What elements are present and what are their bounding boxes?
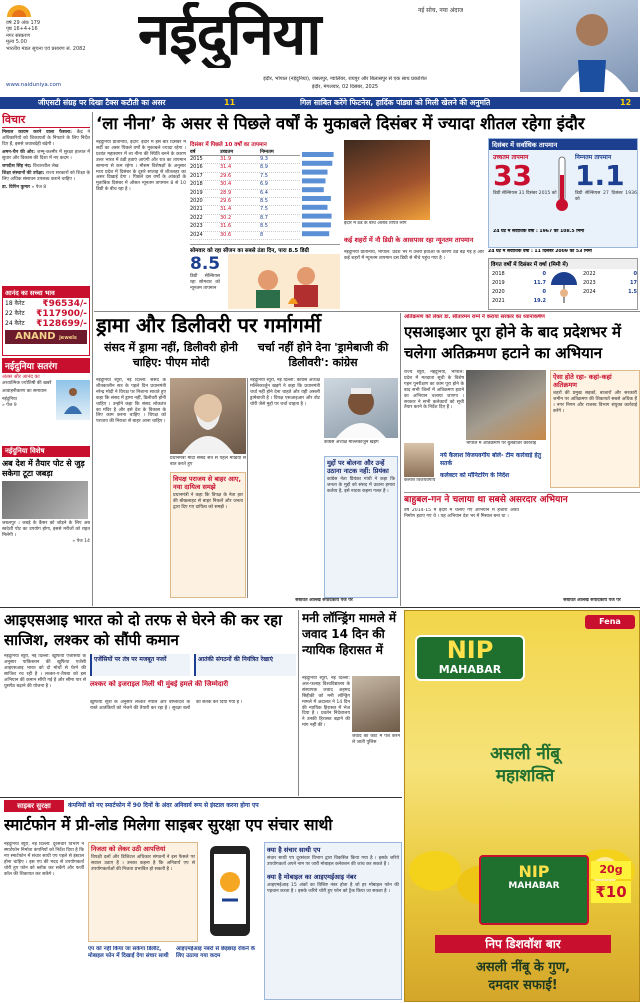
temp-low-cell: 7.5	[260, 206, 268, 213]
rain-row	[583, 279, 637, 288]
vichar-head-3: जगदीश सिंह नंद:	[2, 163, 32, 169]
rain-value: 11.7	[533, 280, 546, 286]
nip-product-pack	[479, 855, 589, 925]
nip-brand-line: MAHABAR	[438, 663, 502, 676]
isi-headline[interactable]: आइएसआइ भारत को दो तरफ से घेरने की कर रहा साजिश, लश्कर को सौंपी कमान	[4, 611, 282, 649]
isi-subhead[interactable]: लश्कर को इजराइल मिली थी मुंबई हमले की जिम्मेदारी	[90, 680, 229, 688]
high-value: 33	[493, 159, 532, 192]
rain-table	[492, 270, 546, 306]
sir-bullet-1: नये कैलाश विजयवर्गीय बोले- टीम कार्रवाई हेतु सतर्क	[440, 452, 541, 467]
rain-year: 2021	[492, 298, 505, 304]
temp-table-row	[190, 181, 300, 189]
rain-value: 1.5	[628, 289, 637, 295]
rain-title: विगत वर्षों में दिसंबर में वर्षा (मिमी में)	[489, 259, 637, 269]
temp-low-cell: 6.4	[260, 189, 268, 196]
cyber-tag: साइबर सुरक्षा	[4, 800, 64, 812]
temp-high-cell: 31.6	[220, 223, 232, 230]
privacy-box-text: विपक्षी दलों और डिजिटल अधिकार संगठनों ने इस फैसले पर सवाल उठाए हैं । उनका कहना है कि अनिवार्य एप से उपयोगकर्ताओं की निजता प्रभावित हो सकती है ।	[91, 855, 195, 872]
rain-value: 0	[542, 271, 546, 277]
cricketer-photo	[520, 0, 638, 92]
temp-low-cell: 8	[260, 231, 264, 238]
vichar-column	[2, 112, 90, 284]
temp-low-cell: 8.5	[260, 223, 268, 230]
drama-right-body: नईदुनिया ब्यूरो, नई दिल्ली: कांग्रेस अध्यक्ष मल्लिकार्जुन खड़गे ने कहा कि प्रधानमंत्री चर्चा नहीं होने देना चाहते और यही असली ड्रामेबाजी है । विपक्ष एसआइआर और वोट चोरी जैसे मुद्दों पर चर्चा चाहता है ।	[250, 378, 320, 407]
nip-logo	[415, 635, 525, 681]
sir-box	[550, 370, 640, 488]
drama-box-title[interactable]: विपक्ष पराजय से बाहर आए, नया दायित्व समझे	[173, 475, 241, 491]
isi-box-2-text: आतंकी संगठनों की नियंत्रित रेखाएं	[198, 656, 273, 663]
isi-subtext: खुफिया सूत्रों के अनुसार लश्कर नेपाल और बांग्लादेश के रास्ते आतंकियों को भेजने की तैयारी कर रहा है । सुरक्षा बलों को सतर्क कर दिया गया है ।	[90, 700, 243, 711]
temp-year-cell: 2016	[190, 164, 203, 171]
temp-high-cell: 29.6	[220, 172, 232, 179]
low-temp-bar	[302, 214, 332, 219]
rain-value: 0	[542, 289, 546, 295]
vichar-head-1: मिसाल कायम करने वाला फैसला:	[2, 130, 72, 135]
satrang-item-2: आवाहनीकरण का समाधान	[2, 388, 47, 394]
cartoon-illustration	[228, 254, 340, 309]
rain-value: 0	[633, 271, 637, 277]
top-strip-right[interactable]: गिल साबित करेंगे फिटनेस, हार्दिक पांड्या को मिली खेलने की अनुमति	[300, 98, 491, 107]
temp-year-cell: 2018	[190, 181, 203, 188]
editions: इंदौर, भोपाल (नईदुनिया), जबलपुर, ग्वालियर, रायपुर और बिलासपुर से एक साथ प्रकाशित	[263, 76, 427, 82]
record-title: दिसंबर में सर्वाधिक तापमान	[489, 139, 637, 150]
drama-box	[170, 472, 246, 598]
temp-high-cell: 31.4	[220, 206, 232, 213]
sanchar-saathi-phone	[200, 842, 260, 942]
sir-box-title[interactable]: ऐसा होते रहा- कहां-कहां अतिक्रमण	[553, 373, 612, 389]
temp-high-cell: 29.6	[220, 198, 232, 205]
rain-row	[492, 288, 546, 297]
cyber-bullet-1: एप को नहीं किया जा सकेगा डिलीट, मोबाइल फोन में दिखाई देगा संचार साथी	[88, 946, 169, 959]
drama-headline[interactable]: ड्रामा और डिलीवरी पर गर्मागर्मी	[96, 313, 321, 337]
temp-high-cell: 31.9	[220, 156, 232, 162]
vijayvargiya-caption: कैलाश विजयवर्गीय	[404, 478, 436, 483]
rain-box	[488, 258, 638, 310]
low-label: निम्नतम तापमान	[575, 154, 612, 161]
pack-weight: 20g	[591, 861, 631, 879]
satrang-sub: अंतस और आनंद का	[2, 374, 40, 380]
temp-table-row	[190, 223, 300, 231]
jaw-implant-photo	[2, 481, 88, 519]
temp-chart	[300, 150, 340, 242]
website[interactable]: www.naiduniya.com	[6, 82, 62, 88]
pack-price: ₹10	[591, 881, 631, 903]
kharge-caption: कांग्रेस अध्यक्ष मल्लिकार्जुन खड़गे	[324, 440, 379, 445]
drama-left-body: नईदुनिया ब्यूरो, नई दिल्ली: संसद के शीतकालीन सत्र के पहले दिन प्रधानमंत्री नरेन्द्र मोदी ने विपक्ष पर निशाना साधते हुए कहा कि संसद में ड्रामा नहीं, डिलीवरी होनी चाहिए । उन्होंने कहा कि संसद लोकतंत्र का मंदिर है और इसे देश के विकास के लिए काम करना चाहिए । विपक्ष को पराजय की निराशा से बाहर आना चाहिए ।	[96, 378, 166, 425]
temp-year-cell: 2024	[190, 231, 203, 238]
ad-tagline-2: महाशक्ति	[495, 766, 555, 786]
pack-brand: NIP	[518, 862, 550, 881]
sir-body: राज्य ब्यूरो, नईदुनिया, भोपाल: प्रदेश में मतदाता सूची के विशेष गहन पुनरीक्षण का काम पूरा होने के बाद सभी जिलों में अतिक्रमण हटाने का अभियान चलाया जाएगा । सरकार ने सभी कलेक्टरों को सूची तैयार करने के निर्देश दिए हैं ।	[404, 370, 464, 411]
temp-year-cell: 2023	[190, 223, 203, 230]
sir-photo-caption: भोपाल में अतिक्रमण पर बुलडोजर कार्रवाई	[466, 441, 537, 446]
jawad-headline[interactable]: मनी लॉन्ड्रिंग मामले में जवाद 14 दिन की न्यायिक हिरासत में	[302, 611, 397, 657]
temp-high-cell: 28.9	[220, 189, 232, 196]
temp-table-row	[190, 190, 300, 198]
cities-text: नईदुनिया प्रतिनिधि, भोपाल: प्रदेश भर में उत्तरी हवाओं के कारण ठंड बढ़ गई है और कई शहरों में न्यूनतम तापमान दस डिग्री से नीचे पहुंच गया है ।	[344, 250, 484, 261]
jawad-photo	[352, 676, 400, 732]
rain-value: 17	[630, 280, 637, 286]
rain-year: 2022	[583, 271, 596, 277]
priyanka-box	[324, 456, 398, 598]
low-temp-bar	[302, 178, 326, 183]
low-temp-bar	[302, 231, 329, 236]
sir-kicker: अतिक्रमण को लेकर डा. सीतारमन राम्ने ने कराया सरकार का ध्यानाकर्षण	[404, 314, 545, 320]
temp-table-rows	[190, 156, 300, 240]
temp-year-cell: 2015	[190, 156, 203, 162]
rain-row	[583, 288, 637, 297]
sanchar-info-box	[264, 842, 402, 1000]
low-value: 1.1	[575, 159, 625, 192]
ad-bottom-banner: निप डिशवॉश बार	[435, 935, 611, 953]
temp-low-cell: 7.5	[260, 172, 268, 179]
low-temp-bar	[302, 152, 334, 157]
cities-subhead[interactable]: कई शहरों में नौ डिग्री के आसपास रहा न्यूनतम तापमान	[344, 236, 474, 244]
top-strip	[0, 97, 640, 109]
drama-left-sub[interactable]: संसद में ड्रामा नहीं, डिलीवरी होनी चाहिए: पीएम मोदी	[104, 341, 238, 369]
temp-table-row	[190, 198, 300, 206]
temp-table-row	[190, 164, 300, 172]
ad-tagline: असली नींबू	[490, 744, 560, 764]
sir-headline[interactable]: एसआइआर पूरा होने के बाद प्रदेशभर में चलेगा अतिक्रमण हटाने का अभियान	[404, 323, 621, 362]
umbrella-icon	[549, 271, 579, 307]
main-body: नईदुनिया प्रतिनिधि, इंदौर: इंदौर में इस बार दिसंबर में सर्दी का असर पिछले वर्षों के मुकाबले ज्यादा रहेगा । प्रशांत महासागर में ला नीना की स्थिति बनने के कारण उत्तर भारत में ठंडी हवाएं आएंगी और रात का तापमान सामान्य से कम रहेगा । मौसम विशेषज्ञों के अनुसार मध्य प्रदेश में दिसंबर के दूसरे सप्ताह से शीतलहर का असर दिखाई देगा । पिछले दस वर्षों के आंकड़ों के मुताबिक दिसंबर में औसत न्यूनतम तापमान 8 से 10 डिग्री के बीच रहा है ।	[96, 140, 186, 193]
temp-table	[190, 140, 300, 240]
big-temp-value: 8.5	[190, 254, 220, 274]
temp-low-cell: 9.3	[260, 156, 268, 162]
gold-label-22: 22 कैरेट	[5, 310, 25, 317]
temp-year-cell: 2019	[190, 189, 203, 196]
vichar-text-2: जम्मू-कश्मीर में सुरक्षा हालात में सुधार और विकास की दिशा में नए कदम ।	[2, 149, 90, 161]
temp-table-title: दिसंबर में पिछले 10 वर्षों का तापमान	[190, 142, 267, 148]
sir-bullet-2: कलेक्टर को मॉनिटरिंग के निर्देश	[440, 472, 510, 479]
temp-record-box	[488, 138, 638, 248]
low-temp-bar	[302, 196, 331, 201]
vichar-head-5: डा. विपिन कुमार	[2, 185, 31, 191]
sir-box-text: शहरों की प्रमुख सड़कों, बाजारों और सरकारी जमीन पर अतिक्रमण की शिकायतें सबसे अधिक हैं । नगर निगम और राजस्व विभाग संयुक्त कार्रवाई करेंगे ।	[553, 391, 637, 414]
vichar-text-1: केंद्र ने अधिकारियों को शिकायतों के निपटारे के लिए निर्देश दिए हैं, इससे जवाबदेही बढ़ेगी ।	[2, 130, 90, 147]
priyanka-box-text: कांग्रेस नेता प्रियंका गांधी ने कहा कि जनता के मुद्दों को संसद में उठाना हमारा कर्तव्य है, इसे नाटक कहना गलत है ।	[327, 477, 395, 494]
temp-high-cell: 30.2	[220, 214, 232, 221]
low-date: डिग्री सेल्सियस 27 दिसंबर 1936 को	[575, 191, 637, 202]
isi-body: नईदुनिया ब्यूरो, नई दिल्ली: खुफिया एजेंसियों के अनुसार पाकिस्तान की खुफिया एजेंसी आइएसआइ भारत को दो मोर्चों से घेरने की साजिश रच रही है । लश्कर-ए-तैयबा को इस अभियान की कमान सौंपी गई है और सीमा पार से घुसपैठ बढ़ाने की योजना है ।	[4, 654, 86, 689]
privacy-box	[88, 842, 198, 942]
gold-rates-box	[2, 286, 90, 356]
masthead-meta: वर्ष 29 अंक 179 पृष्ठ 16+4+16 नगर संस्करण मूल्य 5.00 भारतीय मंडल सूचना एवं प्रसारण सं. 2082	[6, 20, 86, 52]
gold-value-24: ₹128699/-	[36, 319, 87, 329]
temp-year-cell: 2017	[190, 172, 203, 179]
low-temp-bar	[302, 187, 324, 192]
vichar-head-4: शिक्षा संस्थानों की उपेक्षा:	[2, 171, 45, 177]
temp-table-row	[190, 232, 300, 240]
vishesh-page: » पेज 14	[72, 538, 90, 544]
temp-low-cell: 6.9	[260, 181, 268, 188]
temp-table-row	[190, 206, 300, 214]
vichar-text-4: राज्य सरकारों को शिक्षा के लिए अधिक संसाधन उपलब्ध कराने चाहिए ।	[2, 171, 90, 183]
sanchar-info-text: संचार साथी एप दूरसंचार विभाग द्वारा विकसित किया गया है । इसके जरिये उपयोगकर्ता अपने नाम पर जारी मोबाइल कनेक्शन की जांच कर सकते हैं ।	[267, 856, 399, 867]
big-temp-caption: डिग्री सेल्सियस रहा सोमवार को न्यूनतम तापमान	[190, 274, 220, 291]
cyber-headline[interactable]: स्मार्टफोन में प्री-लोड मिलेगा साइबर सुरक्षा एप संचार साथी	[4, 816, 333, 834]
cyber-bullet-2: आइएमईआइ नंबरों से छेड़छाड़ रोकने के लिए उठाया गया कदम	[176, 946, 256, 959]
modi-photo	[170, 378, 246, 454]
vichar-title: विचार	[2, 112, 90, 128]
isi-box-1-text: एजेंसियों पर तंत्र पर मजबूत नजरें	[94, 656, 167, 663]
anand-brand	[5, 330, 87, 344]
big-temp-box	[190, 254, 220, 304]
temp-high-cell: 31.4	[220, 164, 232, 171]
satrang-box	[2, 358, 90, 442]
vichar-text-3: विचारशील लेख	[32, 163, 59, 169]
sun-logo-icon	[6, 3, 32, 18]
cyber-body: नईदुनिया ब्यूरो, नई दिल्ली: दूरसंचार विभाग ने स्मार्टफोन निर्माता कंपनियों को निर्देश दिया है कि नए स्मार्टफोन में संचार साथी एप पहले से इंस्टाल होना चाहिए । इस एप की मदद से उपयोगकर्ता चोरी हुए फोन को ब्लॉक कर सकेंगे और फर्जी कॉल की शिकायत कर सकेंगे ।	[4, 842, 84, 877]
top-strip-right-page: 12	[620, 98, 632, 107]
rain-year: 2024	[583, 289, 596, 295]
temp-low-cell: 8.5	[260, 198, 268, 205]
rain-row	[492, 270, 546, 279]
ad-bottom-3: दमदार सफाई!	[488, 978, 558, 993]
temp-table-row	[190, 215, 300, 223]
thermometer-icon	[553, 155, 571, 215]
jawad-caption: जवाद को कोर्ट में पेश करने ले जाती पुलिस	[352, 734, 400, 745]
rain-year: 2018	[492, 271, 505, 277]
imei-title[interactable]: क्या है मोबाइल का आइएमईआइ नंबर	[267, 872, 357, 881]
vichar-head-2: अमन-चैन की ओर:	[2, 149, 36, 155]
vijayvargiya-photo	[404, 443, 434, 477]
sanchar-info-title[interactable]: क्या है संचार साथी एप	[267, 846, 321, 854]
isi-box-1	[90, 654, 190, 676]
main-headline[interactable]: ‘ला नीना’ के असर से पिछले वर्षों के मुकाबले दिसंबर में ज्यादा शीतल रहेगा इंदौर	[96, 114, 585, 133]
temp-low-cell: 8.7	[260, 214, 268, 221]
satrang-item-1: अध्यात्मिक ज्योतिषी की खबरें	[2, 381, 52, 386]
satrang-title: नईदुनिया सतरंग	[2, 358, 90, 373]
temp-col-low: निम्नतम	[260, 150, 274, 155]
isi-box-2	[194, 654, 296, 676]
high-date: डिग्री सेल्सियस 31 दिसंबर 2015 को	[493, 191, 557, 196]
sir-subhead[interactable]: बाहुबल-गन ने चलाया था सबसे असरदार अभियान	[404, 492, 640, 506]
rain-table-2	[583, 270, 637, 297]
kharge-photo	[324, 378, 398, 438]
satrang-item-3: नईदुनिया	[2, 396, 17, 402]
low-temp-bar	[302, 205, 328, 210]
cyber-kicker: कंपनियों को नए स्मार्टफोन में 90 दिनों के अंदर अनिवार्य रूप से इंस्टाल करना होगा एप	[68, 802, 259, 809]
priyanka-box-title[interactable]: मुद्दों पर बोलना और उन्हें उठाना नाटक नहीं: प्रियंका	[327, 459, 389, 475]
drama-box-text: प्रधानमंत्री ने कहा कि विपक्ष के नेता हार की बौखलाहट से बाहर निकलें और जनता द्वारा दिए गए दायित्व को समझें ।	[173, 493, 243, 510]
records-line: 24 घंटे में सर्वाधिक वर्षा : 1967 को 108.5 मिमी	[493, 229, 585, 234]
drama-related: संबंधित आलेख संपादकीय पेज पर	[295, 598, 353, 603]
gold-label-18: 18 कैरेट	[5, 300, 25, 307]
temp-year-cell: 2022	[190, 214, 203, 221]
low-temp-bar	[302, 170, 328, 175]
vishesh-headline[interactable]: अब देश में तैयार पोट से जुड़ सकेगा टूटा जबड़ा	[2, 459, 85, 478]
gold-value-22: ₹117900/-	[36, 309, 87, 319]
pack-brand-line: MAHABAR	[508, 881, 560, 891]
rain-year: 2023	[583, 280, 596, 286]
temp-high-cell: 30.6	[220, 231, 232, 238]
nip-advertisement[interactable]	[404, 610, 640, 1002]
issue-date: इंदौर, मंगलवार, 02 दिसंबर, 2025	[311, 84, 379, 90]
top-strip-left[interactable]: जीएसटी संग्रह पर दिखा टैक्स कटौती का असर	[38, 98, 166, 107]
anand-brand-name: ANAND	[15, 331, 56, 342]
drama-right-sub[interactable]: चर्चा नहीं होने देना 'ड्रामेबाजी की डिलीवरी': कांग्रेस	[257, 341, 389, 369]
rain-year: 2019	[492, 280, 505, 286]
low-temp-bar	[302, 222, 331, 227]
ad-bottom-2: असली नींबू के गुण,	[475, 960, 571, 975]
nip-brand: NIP	[446, 636, 494, 664]
masthead	[0, 0, 640, 98]
temp-year-cell: 2020	[190, 198, 203, 205]
bonfire-caption: इंदौर में ठंड के बीच अलाव तापते लोग	[344, 221, 407, 226]
temp-table-row	[190, 173, 300, 181]
vichar-text-5: » पेज 8	[31, 185, 47, 191]
modi-caption: प्रधानमंत्री मोदी संसद सत्र से पहले मीडिया से बात करते हुए	[170, 456, 246, 467]
rain-row	[492, 279, 546, 288]
imei-text: आइएमईआइ 15 अंकों का विशिष्ट नंबर होता है जो हर मोबाइल फोन की पहचान करता है । इसके जरिये चोरी हुए फोन को ट्रैक किया जा सकता है ।	[267, 882, 399, 894]
temp-high-cell: 30.4	[220, 181, 232, 188]
vishesh-title: नईदुनिया विशेष	[2, 446, 90, 457]
high-label: उच्चतम तापमान	[493, 154, 529, 161]
vishesh-text: जबलपुर । जबड़े के कैंसर को जोड़ने के लिए अब स्वदेशी पोट का उपयोग होगा, इससे मरीजों को राहत मिलेगी ।	[2, 521, 90, 538]
rain-row	[583, 270, 637, 279]
vishesh-box	[2, 446, 90, 606]
fena-badge: Fena	[585, 615, 635, 629]
privacy-box-title[interactable]: निजता को लेकर उठी आपत्तियां	[91, 845, 166, 853]
sir-related: संबंधित आलेख संपादकीय पेज पर	[563, 598, 621, 603]
low-temp-bar	[302, 161, 332, 166]
sir-subtext: वर्ष 2014-15 में इंदौर में चलाए गए अभियान में हजारों अवैध निर्माण हटाए गए थे । यह अभियान देश भर में मिसाल बना था ।	[404, 508, 519, 519]
masthead-title: नईदुनिया	[138, 2, 321, 68]
anand-brand-sub: jewels	[59, 335, 77, 341]
jawad-body: नईदुनिया ब्यूरो, नई दिल्ली: अल-फलाह विश्वविद्यालय के संस्थापक जवाद अहमद सिद्दीकी को मनी लॉन्ड्रिंग मामले में अदालत ने 14 दिन की न्यायिक हिरासत में भेज दिया है । प्रवर्तन निदेशालय ने उनकी हिरासत बढ़ाने की मांग नहीं की ।	[302, 676, 350, 729]
gold-label-24: 24 कैरेट	[5, 320, 25, 327]
temp-col-year: वर्ष	[190, 150, 196, 155]
rain-year: 2020	[492, 289, 505, 295]
temp-low-cell: 8.9	[260, 164, 268, 171]
gold-title: आनंद का सच्चा भाव	[3, 287, 89, 298]
sir-demolition-photo	[466, 370, 546, 440]
season-coldest-note: सोमवार को रहा सीजन का सबसे ठंडा दिन, पारा 8.5 डिग्री	[190, 244, 340, 254]
gold-value-18: ₹96534/-	[42, 299, 87, 309]
temp-table-row	[190, 156, 300, 164]
satrang-item-4: » पेज 9	[2, 402, 17, 408]
yoga-photo	[56, 380, 90, 420]
records-line-2: 24 घंटे में सर्वाधिक वर्षा : 11 दिसंबर 2009 को 53 मिमी	[488, 249, 592, 254]
bonfire-photo	[344, 140, 430, 220]
rain-value: 19.2	[533, 298, 546, 304]
tagline: नई सोच, नया अंदाज	[418, 7, 464, 14]
top-strip-left-page: 11	[224, 98, 236, 107]
temp-year-cell: 2021	[190, 206, 203, 213]
temp-col-high: उच्चतम	[220, 150, 234, 155]
rain-row	[492, 297, 546, 306]
